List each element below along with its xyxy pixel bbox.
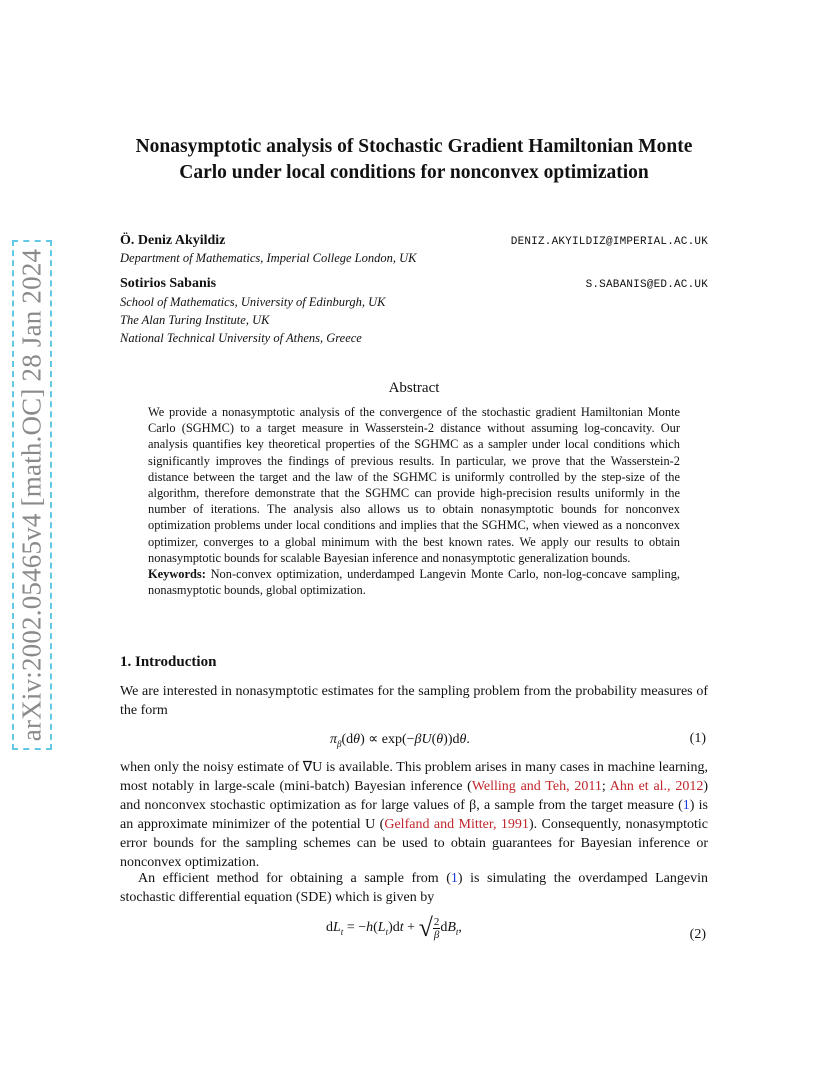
- abstract-heading: Abstract: [388, 380, 440, 396]
- paper-title: Nonasymptotic analysis of Stochastic Gradient Hamiltonian Monte Carlo under local conditions for nonconvex optimization: [135, 136, 693, 183]
- equation-ref-1b[interactable]: 1: [450, 871, 458, 886]
- intro-p3-text-b: ) is simulating the overdamped Langevin stochastic differential equation (SDE) which is given by: [120, 871, 708, 905]
- author-affiliation-1: Department of Mathematics, Imperial College London, UK: [120, 251, 417, 265]
- intro-p2-text-e: ). Consequently, nonasymptotic error bounds for the sampling schemes can be used to obtain guarantees for Bayesian inference or nonconvex optimization.: [120, 817, 709, 870]
- author-email-1[interactable]: DENIZ.AKYILDIZ@IMPERIAL.AC.UK: [510, 236, 708, 248]
- citation-gelfand-mitter[interactable]: Gelfand and Mitter, 1991: [384, 817, 529, 832]
- equation-1-number: (1): [689, 731, 706, 746]
- keywords-label: Keywords:: [148, 567, 206, 582]
- section-heading-introduction: 1. Introduction: [120, 654, 217, 670]
- author-affiliation-2c: National Technical University of Athens, Greece: [120, 331, 362, 345]
- abstract-body: [148, 404, 680, 598]
- citation-welling-teh[interactable]: Welling and Teh, 2011: [471, 779, 602, 794]
- intro-p2-text-a: when only the noisy estimate of ∇U is available. This problem arises in many cases in machine learning, most notably in large-scale (mini-batch) Bayesian inference (: [120, 760, 708, 794]
- intro-p2-text-c: ) and nonconvex stochastic optimization as for large values of β, a sample from the target measure (: [120, 779, 708, 813]
- equation-2: $dL_t = -h(L_t)dt$ + √ $\frac{2}{\beta}$ $dB_t$,: [326, 913, 462, 942]
- keywords-text: Non-convex optimization, underdamped Langevin Monte Carlo, non-log-concave sampling, nonasmyptotic bounds, global optimization.: [148, 567, 680, 598]
- citation-ahn[interactable]: Ahn et al., 2012: [609, 779, 704, 794]
- intro-paragraph-1: We are interested in nonasymptotic estimates for the sampling problem from the probability measures of the form: [120, 684, 708, 718]
- author-name-1: Ö. Deniz Akyildiz: [120, 233, 226, 248]
- abstract-text: We provide a nonasymptotic analysis of the convergence of the stochastic gradient Hamiltonian Monte Carlo (SGHMC) to a target measure in Wasserstein-2 distance without assuming log-concavity. Our analysis quantifies key theoretical properties of the SGHMC as a sampler under local conditions which significantly improves the findings of previous results. In particular, we prove that the Wasserstein-2 distance between the target and the law of the SGHMC is uniformly controlled by the step-size of the algorithm, therefore demonstrate that the SGHMC can provide high-precision results uniformly in the number of iterations. The analysis also allows us to obtain nonasymptotic bounds for nonconvex optimization problems under local conditions and implies that the SGHMC, when viewed as a nonconvex optimizer, converges to a global minimum with the best known rates. We apply our results to obtain nonasymptotic bounds for scalable Bayesian inference and nonasymptotic generalization bounds.: [148, 405, 680, 565]
- arxiv-identifier[interactable]: arXiv:2002.05465v4 [math.OC] 28 Jan 2024: [16, 248, 47, 742]
- equation-ref-1[interactable]: 1: [682, 798, 690, 813]
- author-affiliation-2b: The Alan Turing Institute, UK: [120, 313, 270, 327]
- intro-p2-text-b: ;: [601, 779, 610, 794]
- equation-1: $\pi_\beta(d\theta) \propto \exp(-\beta U(\theta))d\theta$.: [330, 732, 470, 749]
- intro-p2-text-d: ) is an approximate minimizer of the potential U (: [120, 798, 708, 832]
- equation-2-number: (2): [689, 927, 706, 942]
- author-name-2: Sotirios Sabanis: [120, 276, 217, 291]
- author-email-2[interactable]: S.SABANIS@ED.AC.UK: [585, 279, 708, 291]
- intro-paragraph-3: [120, 869, 708, 907]
- intro-p3-text-a: An efficient method for obtaining a sample from (: [138, 871, 451, 886]
- arxiv-sidebar[interactable]: [12, 240, 52, 750]
- author-affiliation-2a: School of Mathematics, University of Edinburgh, UK: [120, 295, 386, 309]
- intro-paragraph-2: [120, 758, 708, 872]
